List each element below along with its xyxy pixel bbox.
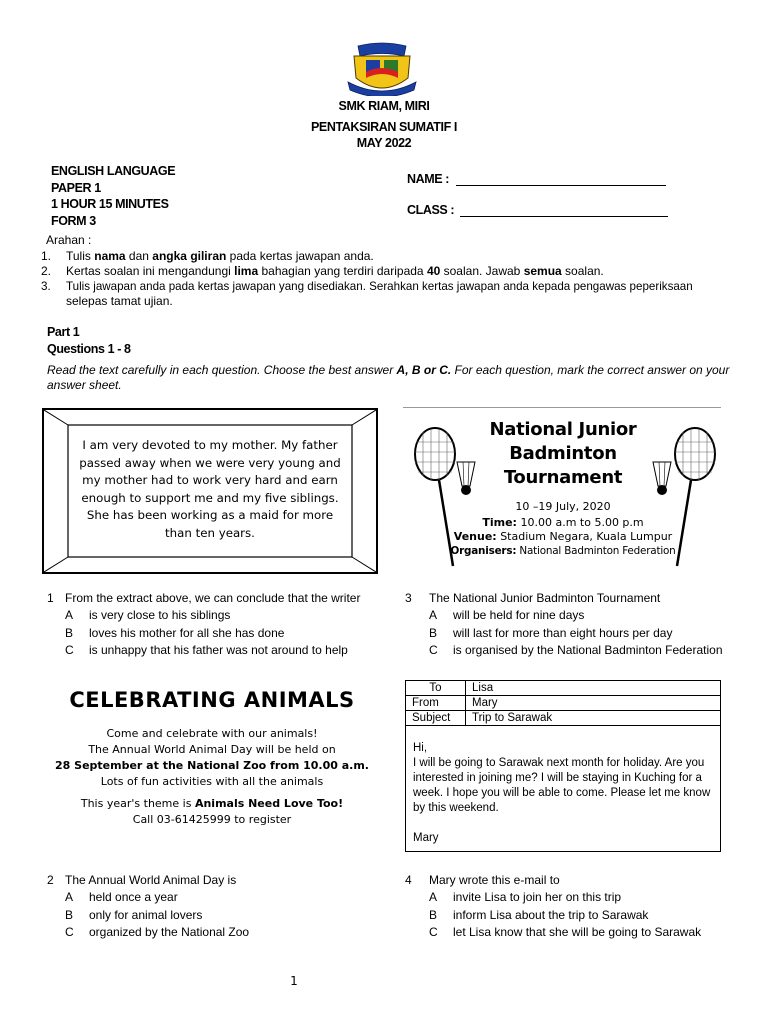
instruction-2: 2. Kertas soalan ini mengandungi lima bahagian yang terdiri daripada 40 soalan. Jawab semua soalan.: [41, 264, 604, 278]
instruction-3: 3. Tulis jawapan anda pada kertas jawapan yang disediakan. Serahkan kertas jawapan anda kepada pengawas peperiksaan: [41, 280, 693, 293]
option-c[interactable]: C let Lisa know that she will be going to Sarawak: [429, 925, 702, 939]
duration-label: 1 HOUR 15 MINUTES: [51, 197, 169, 211]
instruction-1: 1. Tulis nama dan angka giliran pada kertas jawapan anda.: [41, 249, 374, 263]
option-a[interactable]: A invite Lisa to join her on this trip: [429, 890, 622, 904]
form-label: FORM 3: [51, 213, 96, 228]
class-blank[interactable]: [460, 205, 668, 217]
question-stem: 4 Mary wrote this e-mail to: [405, 873, 560, 887]
name-field[interactable]: [407, 172, 666, 186]
badminton-details: Time: 10.00 a.m to 5.00 p.m Venue: Stadium Negara, Kuala Lumpur Organisers: National Badminton Federation: [450, 516, 676, 557]
badminton-poster: [403, 407, 721, 573]
from-label: From: [406, 696, 466, 711]
page-number: 1: [290, 974, 298, 988]
part-directions-cont: answer sheet.: [47, 378, 122, 392]
animals-poster: [52, 680, 372, 850]
option-c[interactable]: C organized by the National Zoo: [65, 925, 250, 939]
subject-label: ENGLISH LANGUAGE: [51, 164, 176, 178]
school-name: SMK RIAM, MIRI: [338, 99, 430, 113]
instruction-3-cont: selepas tamat ujian.: [66, 294, 173, 308]
exam-title: PENTAKSIRAN SUMATIF I: [311, 120, 457, 134]
badminton-dates: 10 –19 July, 2020: [515, 500, 611, 513]
email-body: Hi, I will be going to Sarawak next month for holiday. Are you interested in joining me? I will be staying in Kuching for a week. I hope you will be able to come. Please let me know by this weekend. Mary: [413, 742, 711, 844]
class-label: CLASS :: [407, 203, 455, 217]
paper-label: PAPER 1: [51, 180, 101, 195]
option-b[interactable]: B loves his mother for all she has done: [65, 625, 285, 640]
from-value: Mary: [466, 696, 721, 711]
to-value: Lisa: [466, 681, 721, 696]
option-a[interactable]: A will be held for nine days: [429, 608, 585, 622]
school-crest-logo: [344, 42, 420, 96]
part-directions: Read the text carefully in each question. Choose the best answer A, B or C. For each question, mark the correct answer on your: [47, 363, 730, 377]
badminton-title: National Junior Badminton Tournament: [489, 419, 637, 488]
instructions-title: Arahan :: [46, 233, 92, 247]
question-1: [47, 590, 360, 660]
option-b[interactable]: B only for animal lovers: [65, 907, 203, 922]
name-label: NAME :: [407, 172, 450, 186]
subject-label: Subject: [406, 711, 466, 726]
option-b[interactable]: B inform Lisa about the trip to Sarawak: [429, 907, 649, 922]
email-header: [405, 680, 721, 726]
question-stem: 1 From the extract above, we can conclude that the writer: [47, 591, 361, 605]
part-title: Part 1: [47, 325, 80, 339]
option-a[interactable]: A is very close to his siblings: [65, 608, 231, 622]
paper-info: [51, 163, 175, 229]
option-b[interactable]: B will last for more than eight hours per day: [429, 625, 673, 640]
option-c[interactable]: C is unhappy that his father was not around to help: [65, 643, 348, 657]
animals-body: Come and celebrate with our animals! The Annual World Animal Day will be held on 28 September at the National Zoo from 10.00 a.m. Lots of fun activities with all the animals This year's theme is Animals Need Love Too! Call 03-61425999 to register: [55, 727, 369, 826]
extract-text: I am very devoted to my mother. My father passed away when we were very young and my mother had to work very hard and earn enough to support me and my five siblings. She has been working as a maid for more than ten years.: [79, 438, 341, 540]
email-box: [405, 680, 721, 852]
name-blank[interactable]: [456, 174, 666, 186]
question-4: [405, 872, 701, 942]
animals-title: CELEBRATING ANIMALS: [69, 688, 355, 712]
subject-value: Trip to Sarawak: [466, 711, 721, 726]
question-stem: 2 The Annual World Animal Day is: [47, 873, 237, 887]
class-field[interactable]: [407, 203, 668, 217]
to-label: To: [406, 681, 466, 696]
option-a[interactable]: A held once a year: [65, 890, 178, 904]
question-stem: 3 The National Junior Badminton Tournament: [405, 591, 661, 605]
questions-range: Questions 1 - 8: [47, 342, 131, 356]
question-3: [405, 590, 723, 660]
exam-date: MAY 2022: [356, 136, 412, 150]
extract-frame: [42, 408, 378, 574]
option-c[interactable]: C is organised by the National Badminton Federation: [429, 643, 723, 657]
question-2: [47, 872, 249, 942]
